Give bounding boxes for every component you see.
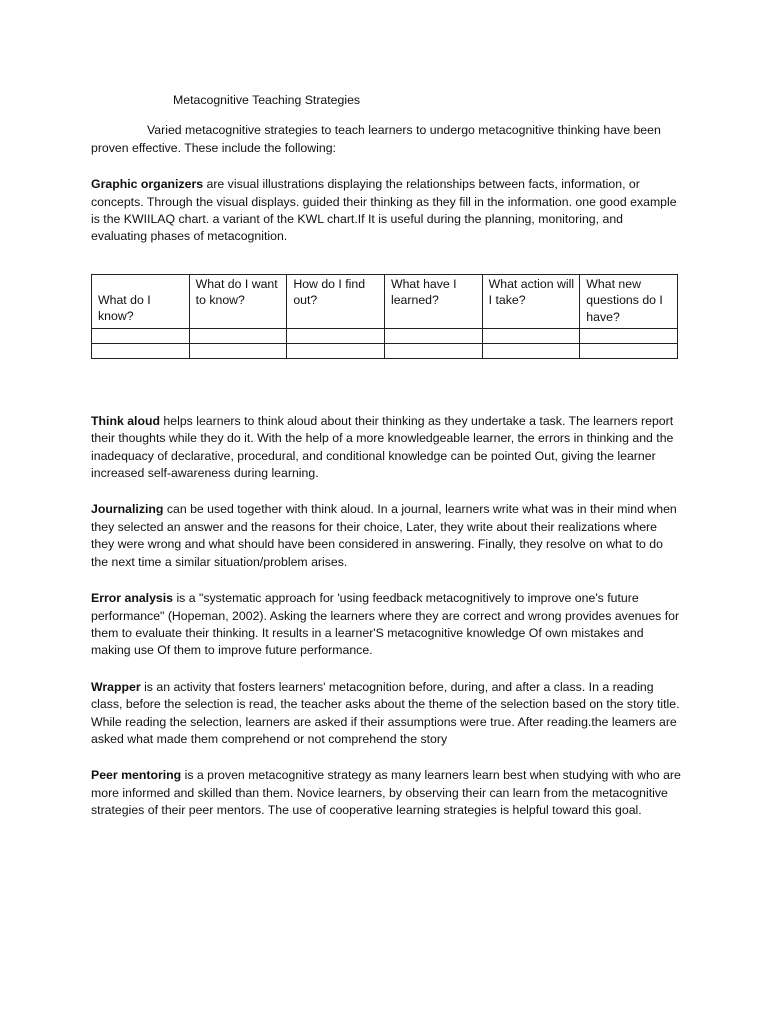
table-cell (189, 328, 287, 343)
table-cell (92, 328, 190, 343)
table-header-cell: What do I know? (92, 274, 190, 328)
page-title: Metacognitive Teaching Strategies (173, 93, 361, 107)
table-header-cell: What do I want to know? (189, 274, 287, 328)
table-header-cell: How do I find out? (287, 274, 385, 328)
paragraph-think-aloud (91, 413, 681, 483)
table-cell (482, 343, 580, 358)
text-graphic-organizers: are visual illustrations displaying the relationships between facts, information, or concepts. Through the visual displays. guided their thinking as they fill in the information. one good example is the KWIILAQ chart. a variant of the KWL chart.If It is useful during the planning, monitoring, and evaluating phases of metacognition. (91, 177, 677, 244)
table-cell (92, 343, 190, 358)
intro-paragraph: Varied metacognitive strategies to teach learners to undergo metacognitive thinking have been proven effective. These include the following: (91, 123, 661, 155)
term-error-analysis: Error analysis (91, 591, 174, 606)
table-cell (384, 328, 482, 343)
table-cell (482, 328, 580, 343)
paragraph-error-analysis (91, 590, 681, 660)
paragraph-journalizing (91, 501, 681, 571)
paragraph-graphic-organizers (91, 176, 681, 246)
term-graphic-organizers: Graphic organizers (91, 177, 204, 192)
paragraph-wrapper (91, 679, 681, 749)
text-peer-mentoring: is a proven metacognitive strategy as many learners learn best when studying with who are more informed and skilled than them. Novice learners, by observing their can learn from the metacognitive strategies of their peer mentors. The use of cooperative learning strategies is helpful toward this goal. (91, 768, 681, 818)
kwl-chart-table (91, 274, 678, 359)
table-cell (384, 343, 482, 358)
text-error-analysis: is a "systematic approach for 'using feedback metacognitively to improve one's future performance" (Hopeman, 2002). Asking the learners where they are correct and wrong provides avenues for them to evaluate their thinking. It results in a learner'S metacognitive knowledge Of own mistakes and making use Of them to improve future performance. (91, 591, 680, 658)
table-header-cell: What have I learned? (384, 274, 482, 328)
paragraph-peer-mentoring (91, 767, 681, 819)
table-row (92, 328, 678, 343)
table-cell (189, 343, 287, 358)
document-page (91, 92, 681, 820)
term-journalizing: Journalizing (91, 502, 164, 517)
table-cell (287, 343, 385, 358)
term-wrapper: Wrapper (91, 679, 141, 694)
text-think-aloud: helps learners to think aloud about their thinking as they undertake a task. The learners report their thoughts while they do it. With the help of a more knowledgeable learner, the errors in thinking and the inadequacy of declarative, procedural, and conditional knowledge can be pointed Out, giving the learner increased self-awareness during learning. (91, 413, 674, 481)
table-row (92, 343, 678, 358)
table-header-cell: What new questions do I have? (580, 274, 678, 328)
text-wrapper: is an activity that fosters learners' metacognition before, during, and after a class. In a reading class, before the selection is read, the teacher asks about the theme of the selection based on the story title. While reading the selection, learners are asked if their assumptions were true. After reading.the leamers are asked what made them comprehend or not comprehend the story (91, 679, 680, 746)
table-header-cell: What action will I take? (482, 274, 580, 328)
table-cell (580, 343, 678, 358)
text-journalizing: can be used together with think aloud. In a journal, learners write what was in their mind when they selected an answer and the reasons for their choice, Later, they write about their realizations where they were wrong and what should have been considered in answering. Finally, they resolve on what to do the next time a similar situation/problem arises. (91, 502, 677, 569)
table-cell (287, 328, 385, 343)
table-cell (580, 328, 678, 343)
term-think-aloud: Think aloud (91, 413, 160, 428)
table-header-row (92, 274, 678, 328)
term-peer-mentoring: Peer mentoring (91, 768, 182, 783)
